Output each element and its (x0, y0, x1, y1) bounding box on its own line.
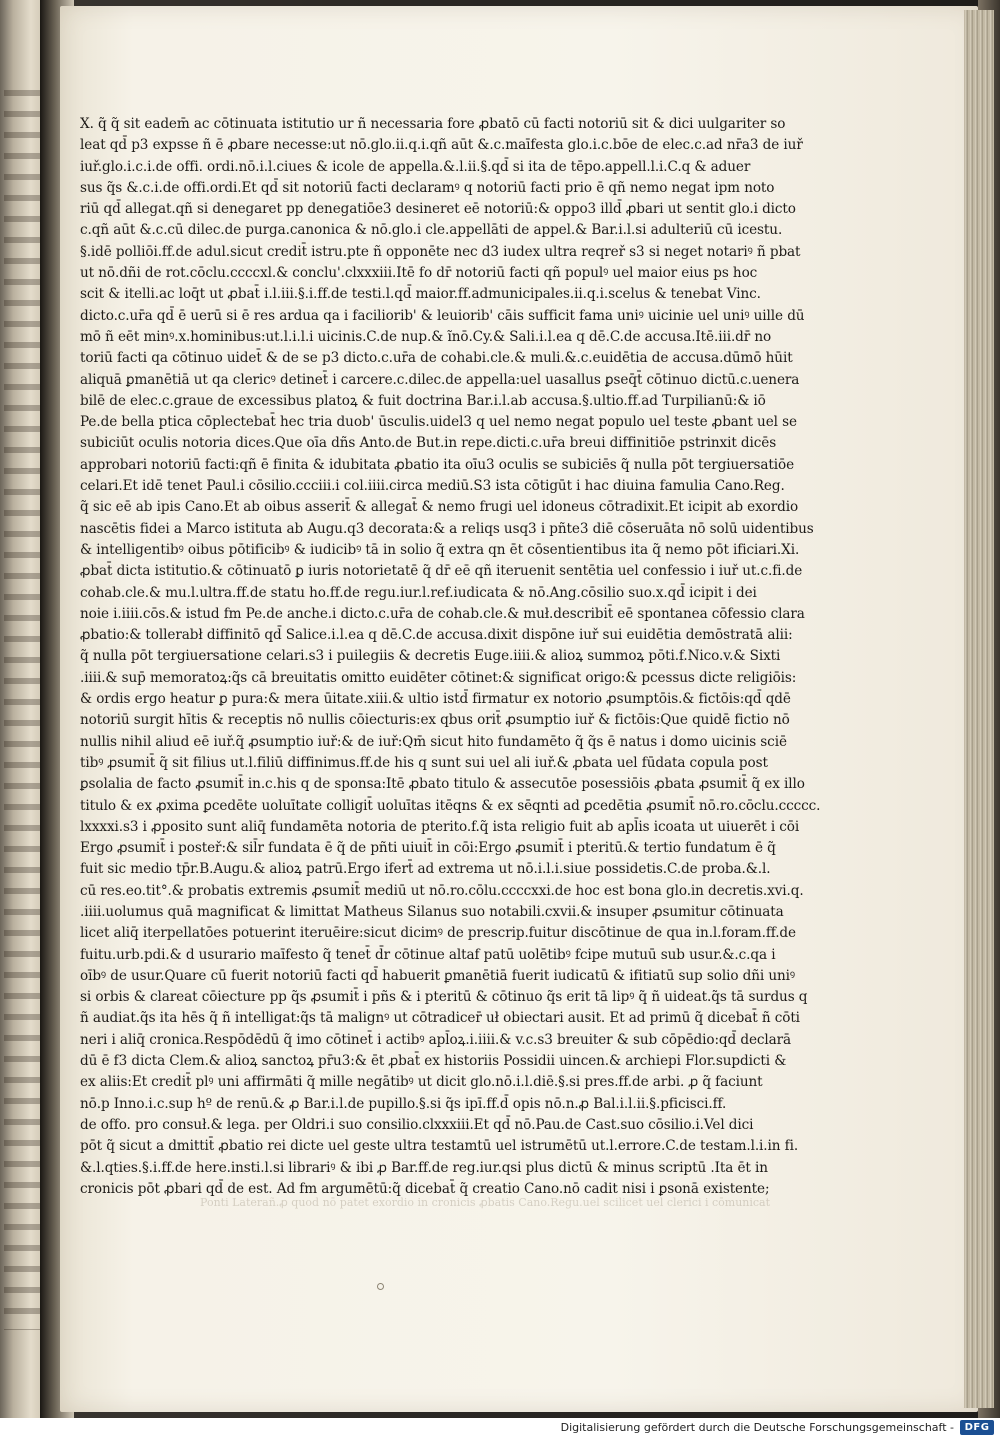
text-line: & intelligentibꝰ oibus pōtificibꝰ & iudicibꝰ tā in solio q̃ extra qn ēt cōsentientibus ita q̃ nemo pōt ificiari.Xi. (80, 541, 800, 558)
text-line: toriū facti qa cōtinuo uidet̄ & de se p3 dicto.c.ur̄a de cohabi.cle.& muli.&.c.euidētia de accusa.dūmō hūit (80, 350, 793, 367)
footer-credit: Digitalisierung gefördert durch die Deutsche Forschungsgemeinschaft - (560, 1421, 954, 1434)
text-line: c.qñ aūt &.c.cū dilec.de purga.canonica & nō.glo.i cle.appellāti de appel.& Bar.i.l.si adulteriū cū icestu. (80, 222, 783, 239)
text-line: scit & itelli.ac loq̄t ut ꝓbat̄ i.l.iii.§.i.ff.de testi.l.qd̄ maior.ff.admunicipales.ii.q.i.scelus & tenebat Vinc. (80, 286, 761, 303)
text-line: X. q̃ q̃ sit eadem̄ ac cōtinuata istitutio ur ñ necessaria fore ꝓbatō cū facti notoriū sit & dici uulgariter so (80, 116, 786, 132)
bleed-through-line: Ponti Laterañ.ꝓ quod nō patet exordio in cronicis ꝓbatis Cano.Regu.uel scilicet uel clerici i cōmunicat (200, 1196, 771, 1209)
text-line: Pe.de bella ptica cōplectebat̄ hec tria duob' ūsculis.uidel3 q uel nemo negat populo uel teste ꝓbant uel se (80, 414, 797, 431)
footer-bar (0, 1418, 1000, 1438)
text-line: bilē de elec.c.graue de excessibus platoꝝ & fuit doctrina Bar.i.l.ab accusa.§.ultio.ff.ad Turpilianū:& iō (80, 392, 766, 409)
text-line: cohab.cle.& mu.l.ultra.ff.de statu ho.ff.de regu.iur.l.ref.iudicata & nō.Ang.cōsilio suo.x.qd̄ icipit i dei (80, 584, 757, 601)
text-line: aliquā ꝑmanētiā ut qa clericꝰ detinet̄ i carcere.c.dilec.de appella:uel uasallus ꝑseq̄t̄ cōtinuo dictū.c.uenera (80, 371, 800, 388)
text-line: ñ audiat.q̃s ita hēs q̃ ñ intelligat:q̃s tā malignꝰ ut cōtradicer̄ uł obiectari ausit. Et ad primū q̃ dicebat̄ ñ cōti (80, 1010, 800, 1027)
text-line: titulo & ex ꝓxima ꝑcedēte uoluītate colligit̄ uoluītas itēqns & ex sēqnti ad ꝑcedētia ꝓsumit̄ nō.ro.cōclu.ccccc. (80, 797, 821, 814)
text-line: subiciūt oculis notoria dices.Que oīa dñs Anto.de But.in repe.dicti.c.ur̄a breui diffinitiōe pstrinxit dicēs (80, 435, 777, 452)
text-line: q̃ nulla pōt tergiuersatione celari.s3 i puilegiis & decretis Euge.iiii.& alioꝝ summoꝝ pōti.f.Nico.v.& Sixti (80, 648, 781, 665)
text-line: sus q̃s &.c.i.de offi.ordi.Et qd̄ sit notoriū facti declaramꝰ q notoriū facti prio ē qñ nemo negat ipm noto (80, 179, 775, 196)
text-line: fuitu.urb.pdi.& d usurario maīfesto q̃ tenet̄ d̄r cōtinue altaf patū uolētibꝰ fcipe mutuū sub usur.&.c.qa i (80, 946, 776, 963)
text-line: dū ē f3 dicta Clem.& alioꝝ sanctoꝝ pr̄u3:& ēt ꝓbat̄ ex historiis Possidii uincen.& archiepi Flor.supdicti & (80, 1053, 787, 1070)
text-line: oībꝰ de usur.Quare cū fuerit notoriū facti qd̄ habuerit ꝑmanētiā fuerit iudicatū & ifitiatū sup solio dñi uniꝰ (80, 967, 795, 984)
text-line: de offo. pro consuł.& lega. per Oldri.i suo consilio.clxxxiii.Et qd̄ nō.Pau.de Cast.suo cōsilio.i.Vel dici (80, 1116, 754, 1133)
text-line: ut nō.dñi de rot.cōclu.ccccxl.& conclu'.clxxxiii.Itē fo dr̄ notoriū facti qñ populꝰ uel maior eius ps hoc (80, 265, 758, 282)
page-mark (377, 1283, 384, 1290)
text-line: nullis nihil aliud eē iuř.q̃ ꝓsumptio iuř:& de iuř:Qm̄ sicut hito fundamēto q̃ q̃s ē natus i domo uicinis sciē (80, 733, 787, 750)
text-line: licet aliq̄ iterpellatōes potuerint iteruēire:sicut dicimꝰ de prescrip.fuitur discōtinue de qua in.l.foram.ff.de (80, 925, 796, 942)
text-line: leat qd̄ p3 expsse ñ ē ꝓbare necesse:ut nō.glo.ii.q.i.qñ aūt &.c.maīfesta glo.i.c.bōe de elec.c.ad nr̄a3 de iuř (80, 137, 803, 154)
text-line: iuř.glo.i.c.i.de offi. ordi.nō.i.l.ciues & icole de appella.&.l.ii.§.qd̄ si ita de tēpo.appell.l.i.C.q & aduer (80, 158, 751, 175)
text-line: ꝓbat̄ dicta istitutio.& cōtinuatō ꝑ iuris notorietatē q̃ dr̄ eē qñ iteruenit sentētia uel confessio i iuř ut.c.fi.de (80, 563, 803, 580)
text-line: nō.p Inno.i.c.sup hº de renū.& ꝓ Bar.i.l.de pupillo.§.si q̃s ipī.ff.d̄ opis nō.n.ꝓ Bal.i.l.ii.§.pficisci.ff. (80, 1095, 727, 1112)
text-line: riū qd̄ allegat.qñ si denegaret pp denegatiōe3 desineret eē notoriū:& oppo3 illd̄ ꝓbari ut sentit glo.i dicto (80, 201, 796, 218)
text-line: lxxxxi.s3 i ꝓposito sunt aliq̄ fundamēta notoria de pterito.f.q̃ ista religio fuit ab apl̄is icoata ut uiuerēt i cōi (80, 818, 800, 835)
printed-text-column (80, 114, 822, 1200)
text-line: neri i aliq̄ cronica.Respōdēdū q̃ imo cōtinet̄ i actibꝰ apl̄oꝝ.i.iiii.& v.c.s3 breuiter & sub cōpēdio:qd̄ declarā (80, 1031, 792, 1048)
page-stack-edges (964, 10, 994, 1408)
text-line: ex aliis:Et credit̄ plꝰ uni affirmāti q̃ mille negātibꝰ ut dicit glo.nō.i.l.diē.§.si pres.ff.de arbi. ꝓ q̃ faciunt (80, 1074, 763, 1091)
text-line: §.idē polliōi.ff.de adul.sicut credit̄ istru.pte ñ opponēte nec d3 iudex ultra reqreř s3 si neget notariꝰ ñ pbat (80, 243, 801, 260)
text-line: dicto.c.ur̄a qd̄ ē uerū si ē res ardua qa i faciliorib' & leuiorib' cāis sufficit fama uniꝰ uicinie uel uniꝰ uille dū (80, 307, 805, 324)
text-line: pōt q̃ sicut a dmittit̄ ꝓbatio rei dicte uel geste ultra testamtū uel istrumētū ut.l.errore.C.de testam.l.i.in fi. (80, 1138, 799, 1155)
dfg-logo[interactable]: DFG (960, 1420, 994, 1435)
text-line: tibꝰ ꝓsumit̄ q̃ sit filius ut.l.filiū diffinimus.ff.de his q sunt sui uel ali iuř.& ꝓbata uel fūdata copula post (80, 754, 768, 771)
text-line: notoriū surgit hītis & receptis nō nullis cōiecturis:ex qbus orit̄ ꝓsumptio iuř & fictōis:Que quidē fictio nō (80, 712, 790, 729)
text-line: mō ñ eēt minꝰ.x.hominibus:ut.l.i.l.i uicinis.C.de nup.& ĩnō.Cy.& Sali.i.l.ea q dē.C.de accusa.Itē.iii.dr̄ no (80, 328, 772, 345)
text-line: noie i.iiii.cōs.& istud fm Pe.de anche.i dicto.c.ur̄a de cohab.cle.& muł.describit̄ eē spontanea cōfessio clara (80, 605, 805, 622)
text-line: .iiii.& sup̄ memoratoꝝ:q̃s cā breuitatis omitto euidēter cōtinet:& significat origo:& pcessus dicte religiōis: (80, 669, 797, 686)
text-line: approbari notoriū facti:qñ ē finita & idubitata ꝓbatio ita oīu3 oculis se subiciēs q̃ nulla pōt tergiuersatiōe (80, 456, 795, 473)
text-line: cronicis pōt ꝓbari qd̄ de est. Ad fm argumētū:q̃ dicebat̄ q̃ creatio Cano.nō cadit nisi i ꝑsonā existente; (80, 1180, 770, 1197)
text-line: & ordis ergo heatur ꝑ pura:& mera ūitate.xiii.& ultio istd̄ firmatur ex notorio ꝓsumptōis.& fictōis:qd̄ qdē (80, 691, 791, 708)
text-line: Ergo ꝓsumit̄ i posteř:& sil̄r fundata ē q̃ de pñti uiuit̄ in cōi:Ergo ꝓsumit̄ i pteritū.& tertio fundatum ē q̃ (80, 840, 776, 857)
text-line: q̃ sic eē ab ipis Cano.Et ab oibus asserit̄ & allegat̄ & nemo frugi uel idoneus cōtradixit.Et icipit ab exordio (80, 499, 799, 516)
text-line: celari.Et idē tenet Paul.i cōsilio.ccciii.i col.iiii.circa mediū.S3 ista cōtigūt i hac diuina famulia Cano.Reg. (80, 478, 785, 495)
text-line: &.l.qties.§.i.ff.de here.insti.l.si librariꝰ & ibi ꝓ Bar.ff.de reg.iur.qsi plus dictū & minus scriptū .Ita ēt in (80, 1159, 768, 1176)
facing-page-fragment (0, 0, 44, 1418)
text-line: nascētis fidei a Marco istituta ab Augu.q3 decorata:& a reliqs usq3 i pñte3 diē cōseruāta nō solū uidentibus (80, 520, 814, 537)
text-line: .iiii.uolumus quā magnificat & limittat Matheus Silanus suo notabili.cxvii.& insuper ꝓsumitur cōtinuata (80, 903, 784, 920)
text-line: cū res.eo.tit°.& probatis extremis ꝓsumit̄ mediū ut nō.ro.cōlu.ccccxxi.de hoc est bona glo.in decretis.xvi.q. (80, 882, 804, 899)
text-line: si orbis & clareat cōiecture pp q̃s ꝓsumit̄ i pñs & i pteritū & cōtinuo q̃s erit tā lipꝰ q̃ ñ uideat.q̃s tā surdus q (80, 989, 808, 1006)
facing-page-text-fragment (4, 90, 42, 1330)
text-line: ꝑsolalia de facto ꝓsumit̄ in.c.his q de sponsa:Itē ꝓbato titulo & assecutōe posessiōis ꝓbata ꝓsumit̄ q̃ ex illo (80, 776, 805, 793)
text-line: ꝓbatio:& tollerabł diffinitō qd̄ Salice.i.l.ea q dē.C.de accusa.dixit dispōne iuř sui euidētia demōstratā alii: (80, 627, 793, 644)
text-line: fuit sic medio tp̄r.B.Augu.& alioꝝ patrū.Ergo ifert̄ ad extrema ut nō.i.l.i.siue possidetis.C.de proba.&.l. (80, 861, 771, 878)
